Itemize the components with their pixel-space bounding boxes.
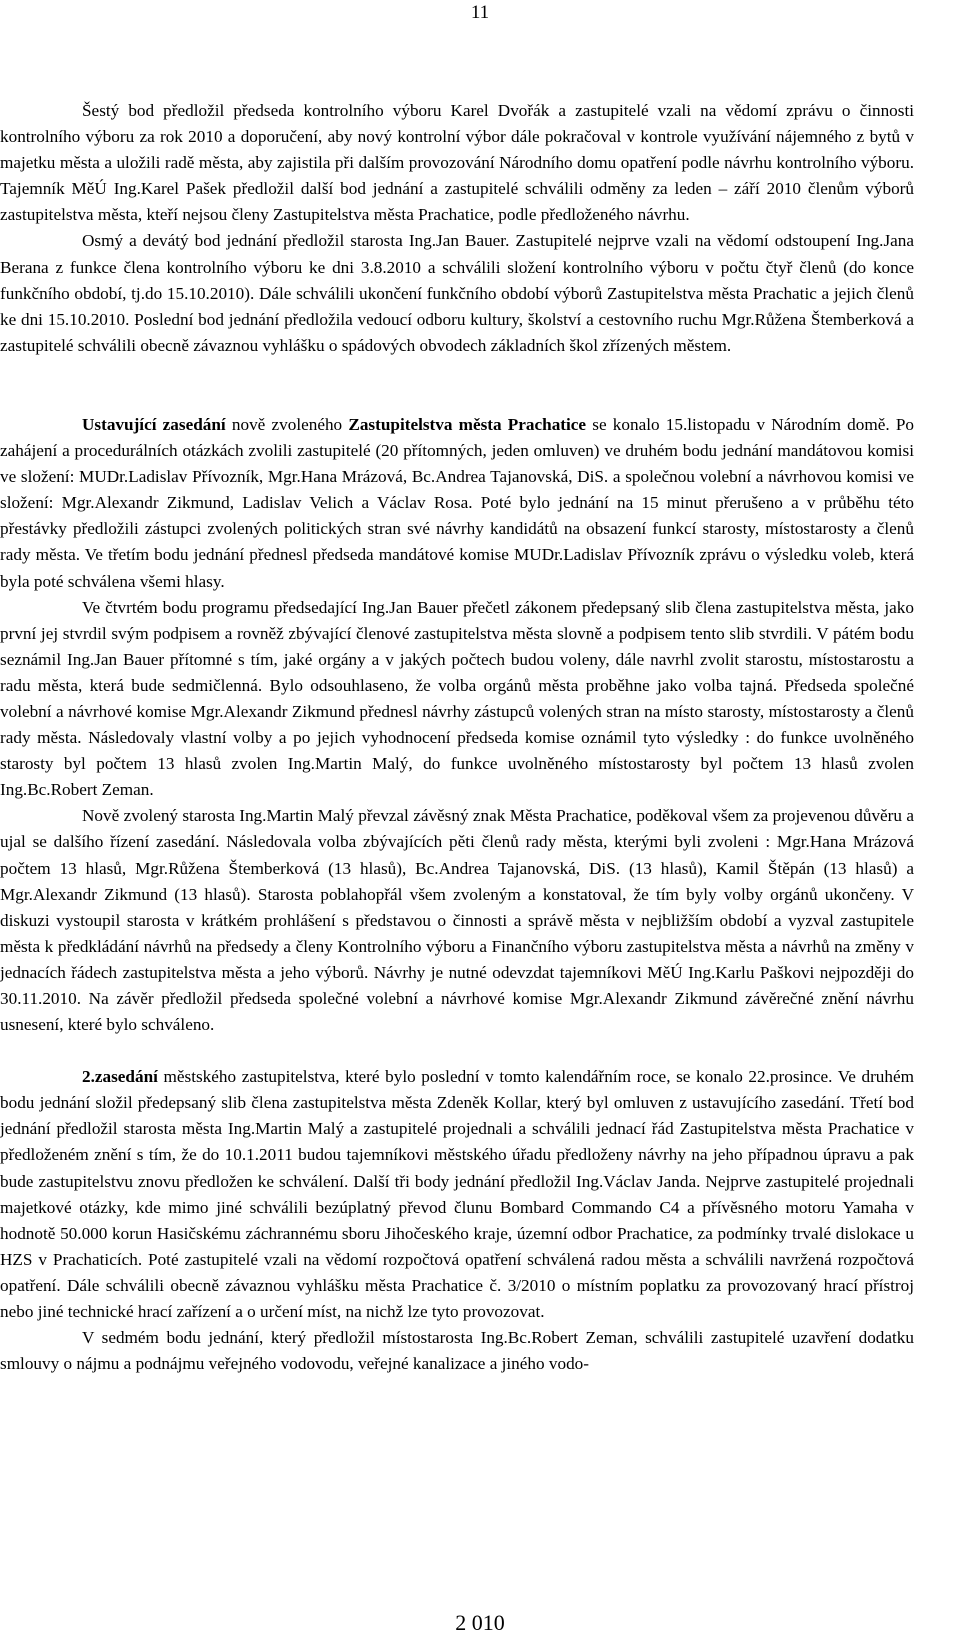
paragraph-4: Ve čtvrtém bodu programu předsedající Ing.Jan Bauer přečetl zákonem předepsaný slib člena zastupitelstva města, jako první jej stvrdil svým podpisem a rovněž zbývající členové zastupitelstva města slovně a podpisem tento slib stvrdili. V pátém bodu seznámil Ing.Jan Bauer přítomné s tím, jaké orgány a v jakých počtech budou voleny, dále navrhl zvolit starostu, místostarostu a radu města, která bude sedmičlenná. Bylo odsouhlaseno, že volba orgánů města proběhne jako volba tajná. Předseda společné volební a návrhové komise Mgr.Alexandr Zikmund přednesl návrhy zástupců volených stran na místo starosty, místostarosty a členů rady města. Následovaly vlastní volby a po jejich vyhodnocení předseda komise oznámil tyto výsledky : do funkce uvolněného starosty byl počtem 13 hlasů zvolen Ing.Martin Malý, do funkce uvolněného místostarosty byl počtem 13 hlasů zvolen Ing.Bc.Robert Zeman. [0, 597, 914, 800]
paragraph-1: Šestý bod předložil předseda kontrolního výboru Karel Dvořák a zastupitelé vzali na vědomí zprávu o činnosti kontrolního výboru za rok 2010 a doporučení, aby nový kontrolní výbor dále pokračoval v kontrole využívání nájemného z bytů v majetku města a uložili radě města, aby zajistila při dalším provozování Národního domu opatření podle návrhu kontrolního výboru. Tajemník MěÚ Ing.Karel Pašek předložil další bod jednání a zastupitelé schválili odměny za leden – září 2010 členům výborů zastupitelstva města, kteří nejsou členy Zastupitelstva města Prachatice, podle předloženého návrhu. [0, 101, 914, 225]
paragraph-3-text-a: nově zvoleného [225, 414, 349, 434]
paragraph-6 [0, 1064, 914, 1325]
heading-zastupitelstvo: Zastupitelstva města Prachatice [348, 414, 587, 434]
paragraph-7: V sedmém bodu jednání, který předložil místostarosta Ing.Bc.Robert Zeman, schválili zastupitelé uzavření dodatku smlouvy o nájmu a podnájmu veřejného vodovodu, veřejné kanalizace a jiného vodo- [0, 1328, 914, 1374]
paragraph-3 [0, 412, 914, 595]
paragraph-6-text: městského zastupitelstva, které bylo poslední v tomto kalendářním roce, se konalo 22.prosince. Ve druhém bodu jednání složil předepsaný slib člena zastupitelstva města Zdeněk Kollar, který byl omluven z ustavujícího zasedání. Třetí bod jednání předložil starosta města Ing.Martin Malý a zastupitelé projednali a schválili jednací řád Zastupitelstva města Prachatice v předloženém znění s tím, že do 10.1.2011 budou tajemníkovi městského úřadu předloženy návrhy na jeho případnou úpravu a pak bude zastupitelstvu znovu předložen ke schválení. Další tři body jednání předložil Ing.Václav Janda. Nejprve zastupitelé projednali majetkové otázky, kde mimo jiné schválili bezúplatný převod člunu Bombard Commando C4 a přívěsného motoru Yamaha v hodnotě 50.000 korun Hasičskému záchrannému sboru Jihočeského kraje, územní odbor Prachatice, za podmínky trvalé dislokace u HZS v Prachaticích. Poté zastupitelé vzali na vědomí rozpočtová opatření schválená radou města a schválili navržená rozpočtová opatření. Dále schválili obecně závaznou vyhlášku města Prachatice č. 3/2010 o místním poplatku za provozovaný hrací přístroj nebo jiné technické hrací zařízení a o určení míst, na nichž lze tyto provozovat. [0, 1067, 914, 1322]
document-body [0, 98, 914, 1377]
paragraph-5: Nově zvolený starosta Ing.Martin Malý převzal závěsný znak Města Prachatice, poděkoval všem za projevenou důvěru a ujal se dalšího řízení zasedání. Následovala volba zbývajících pěti členů rady města, kterými byli zvoleni : Mgr.Hana Mrázová počtem 13 hlasů, Mgr.Růžena Štemberková (13 hlasů), Bc.Andrea Tajanovská, DiS. (13 hlasů), Kamil Štěpán (13 hlasů) a Mgr.Alexandr Zikmund (13 hlasů). Starosta poblahopřál všem zvoleným a konstatoval, že tím byly volby orgánů ukončeny. V diskuzi vystoupil starosta v krátkém prohlášení s představou o činnosti a správě města v nejbližším období a vyzval zastupitele města k předkládání návrhů na předsedy a členy Kontrolního výboru a Finančního výboru zastupitelstva města a návrhů na změny v jednacích řádech zastupitelstva města a jeho výborů. Návrhy je nutné odevzdat tajemníkovi MěÚ Ing.Karlu Paškovi nejpozději do 30.11.2010. Na závěr předložil předseda společné volební a návrhové komise Mgr.Alexandr Zikmund závěrečné znění návrhu usnesení, které bylo schváleno. [0, 806, 914, 1035]
page-number: 11 [470, 2, 490, 23]
heading-2-zasedani: 2.zasedání [82, 1067, 158, 1087]
heading-ustavujici-zasedani: Ustavující zasedání [82, 414, 226, 434]
footer-year: 2 010 [455, 1610, 505, 1635]
paragraph-3-text-b: se konalo 15.listopadu v Národním domě. Po zahájení a procedurálních otázkách zvolili zastupitelé (20 přítomných, jeden omluven) ve druhém bodu jednání mandátovou komisi ve složení: MUDr.Ladislav Přívozník, Mgr.Hana Mrázová, Bc.Andrea Tajanovská, DiS. a společnou volební a návrhovou komisi ve složení: Mgr.Alexandr Zikmund, Ladislav Velich a Václav Rosa. Poté bylo jednání na 15 minut přerušeno a v průběhu této přestávky předložili zástupci zvolených politických stran své návrhy kandidátů na obsazení funkcí starosty, místostarosty a členů rady města. Ve třetím bodu jednání přednesl předseda mandátové komise MUDr.Ladislav Přívozník zprávu o výsledku voleb, která byla poté schválena všemi hlasy. [0, 414, 914, 591]
paragraph-2: Osmý a devátý bod jednání předložil starosta Ing.Jan Bauer. Zastupitelé nejprve vzali na vědomí odstoupení Ing.Jana Berana z funkce člena kontrolního výboru ke dni 3.8.2010 a schválili složení kontrolního výboru v počtu čtyř členů (do konce funkčního období, tj.do 15.10.2010). Dále schválili ukončení funkčního období výborů Zastupitelstva města Prachatic a jejich členů ke dni 15.10.2010. Poslední bod jednání předložila vedoucí odboru kultury, školství a cestovního ruchu Mgr.Růžena Štemberková a zastupitelé schválili obecně závaznou vyhlášku o spádových obvodech základních škol zřízených městem. [0, 231, 914, 355]
